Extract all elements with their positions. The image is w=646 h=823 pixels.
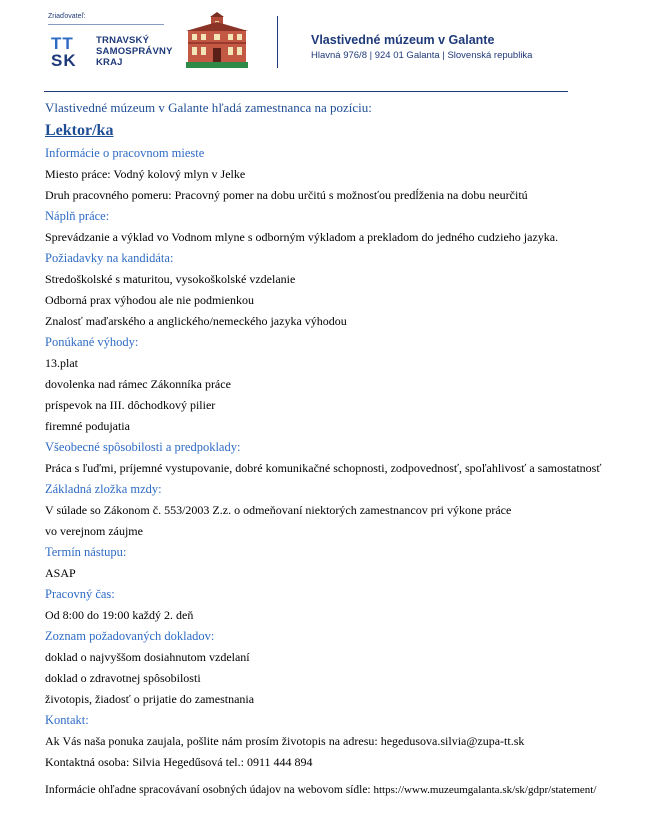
section-line: Sprevádzanie a výklad vo Vodnom mlyne s odborným výkladom a prekladom do jedného cudzieho jazyka.	[45, 230, 559, 244]
section-line: Stredoškolské s maturitou, vysokoškolské vzdelanie	[45, 272, 296, 286]
section-line: Druh pracovného pomeru: Pracovný pomer na dobu určitú s možnosťou predĺženia na dobu neurčitú	[45, 188, 528, 202]
section-title: Požiadavky na kandidáta:	[45, 251, 174, 265]
section-line: Odborná prax výhodou ale nie podmienkou	[45, 293, 254, 307]
section-line: príspevok na III. dôchodkový pilier	[45, 398, 216, 412]
ttsk-logo-top: TT	[51, 34, 74, 53]
ttsk-logo-bottom: SK	[51, 51, 77, 68]
section-line: 13.plat	[45, 356, 78, 370]
gdpr-link[interactable]: https://www.muzeumgalanta.sk/sk/gdpr/statement/	[373, 784, 597, 796]
contact-person-line: Kontaktná osoba: Silvia Hegedűsová tel.: 0911 444 894	[45, 755, 313, 769]
org-name: Vlastivedné múzeum v Galante	[311, 33, 495, 47]
gdpr-notice	[45, 784, 596, 796]
posting-intro: Vlastivedné múzeum v Galante hľadá zamestnanca na pozíciu:	[45, 100, 372, 115]
section-title: Kontakt:	[45, 713, 89, 727]
section-line: V súlade so Zákonom č. 553/2003 Z.z. o odmeňovaní niektorých zamestnancov pri výkone práce	[45, 503, 512, 517]
founder-label: Zriaďovateľ:	[48, 13, 86, 20]
section-line: doklad o najvyššom dosiahnutom vzdelaní	[45, 650, 250, 664]
section-line: Miesto práce: Vodný kolový mlyn v Jelke	[45, 167, 246, 181]
job-posting	[45, 97, 641, 773]
section-title: Ponúkané výhody:	[45, 335, 139, 349]
section-line: dovolenka nad rámec Zákonníka práce	[45, 377, 231, 391]
founder-divider	[48, 24, 164, 25]
museum-building-icon	[186, 12, 248, 68]
section-title: Pracovný čas:	[45, 587, 115, 601]
section-line: doklad o zdravotnej spôsobilosti	[45, 671, 201, 685]
section-line: Od 8:00 do 19:00 každý 2. deň	[45, 608, 194, 622]
header-divider	[277, 16, 278, 68]
ttsk-logo-icon	[50, 34, 90, 68]
section-line: Práca s ľuďmi, príjemné vystupovanie, dobré komunikačné schopnosti, zodpovednosť, spoľahlivosť a samostatnosť	[45, 461, 602, 475]
contact-email-line[interactable]: Ak Vás naša ponuka zaujala, pošlite nám prosím životopis na adresu: hegedusova.silvia@zupa-tt.sk	[45, 734, 525, 748]
section-title: Náplň práce:	[45, 209, 110, 223]
position-title: Lektor/ka	[45, 122, 114, 139]
section-line: životopis, žiadosť o prijatie do zamestnania	[45, 692, 255, 706]
section-line: ASAP	[45, 566, 76, 580]
section-title: Zoznam požadovaných dokladov:	[45, 629, 215, 643]
region-name-line: TRNAVSKÝ	[96, 35, 150, 46]
region-name	[96, 35, 173, 68]
section-title: Termín nástupu:	[45, 545, 127, 559]
section-line: firemné podujatia	[45, 419, 130, 433]
gdpr-text: Informácie ohľadne spracovávaní osobných údajov na webovom sídle:	[45, 784, 371, 796]
section-line: Znalosť maďarského a anglického/nemeckého jazyka výhodou	[45, 314, 347, 328]
region-name-line: KRAJ	[96, 57, 123, 68]
org-address: Hlavná 976/8 | 924 01 Galanta | Slovenská republika	[311, 50, 533, 61]
header-rule	[44, 91, 568, 92]
region-name-line: SAMOSPRÁVNY	[96, 46, 173, 57]
section-title: Všeobecné spôsobilosti a predpoklady:	[45, 440, 241, 454]
section-title: Základná zložka mzdy:	[45, 482, 162, 496]
section-line: vo verejnom záujme	[45, 524, 143, 538]
section-title: Informácie o pracovnom mieste	[45, 146, 205, 160]
